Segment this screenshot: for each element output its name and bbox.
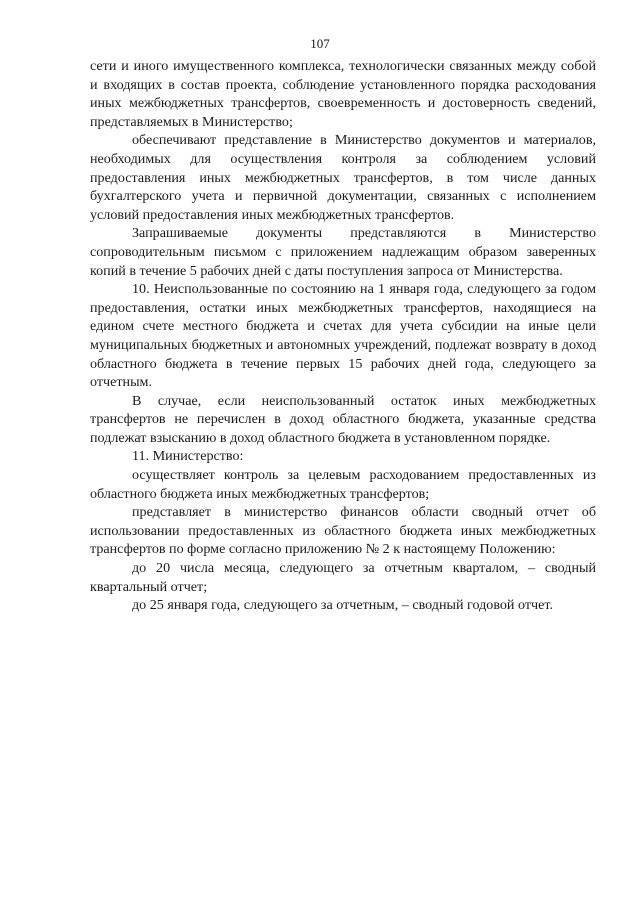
paragraph-6: 11. Министерство: bbox=[132, 448, 244, 465]
paragraph-8: представляет в министерство финансов области сводный отчет об использовании предоставленных из областного бюджета иных межбюджетных трансфертов по форме согласно приложению № 2 к настоящему Положению: bbox=[90, 504, 596, 558]
paragraph-1: сети и иного имущественного комплекса, технологически связанных между собой и входящих в состав проекта, соблюдение установленного порядка расходования иных межбюджетных трансфертов, своевременность и достоверность сведений, представляемых в Министерство; bbox=[90, 58, 596, 130]
document-body bbox=[90, 57, 596, 615]
paragraph-2: обеспечивают представление в Министерство документов и материалов, необходимых для осуществления контроля за соблюдением условий предоставления иных межбюджетных трансфертов, в том числе данных бухгалтерского учета и первичной документации, связанных с исполнением условий предоставления иных межбюджетных трансфертов. bbox=[90, 132, 596, 223]
paragraph-9: до 20 числа месяца, следующего за отчетным кварталом, – сводный квартальный отчет; bbox=[90, 560, 596, 595]
paragraph-4: 10. Неиспользованные по состоянию на 1 января года, следующего за годом предоставления, остатки иных межбюджетных трансфертов, находящиеся на едином счете местного бюджета и счетах для учета субсидии на иные цели муниципальных бюджетных и автономных учреждений, подлежат возврату в доход областного бюджета в течение первых 15 рабочих дней года, следующего за отчетным. bbox=[90, 281, 596, 391]
paragraph-10: до 25 января года, следующего за отчетным, – сводный годовой отчет. bbox=[132, 597, 553, 614]
paragraph-7: осуществляет контроль за целевым расходованием предоставленных из областного бюджета иных межбюджетных трансфертов; bbox=[90, 467, 596, 502]
page-number: 107 bbox=[310, 36, 330, 51]
paragraph-5: В случае, если неиспользованный остаток иных межбюджетных трансфертов не перечислен в доход областного бюджета, указанные средства подлежат взысканию в доход областного бюджета в установленном порядке. bbox=[90, 392, 596, 446]
paragraph-3: Запрашиваемые документы представляются в Министерство сопроводительным письмом с приложением надлежащим образом заверенных копий в течение 5 рабочих дней с даты поступления запроса от Министерства. bbox=[90, 225, 596, 279]
